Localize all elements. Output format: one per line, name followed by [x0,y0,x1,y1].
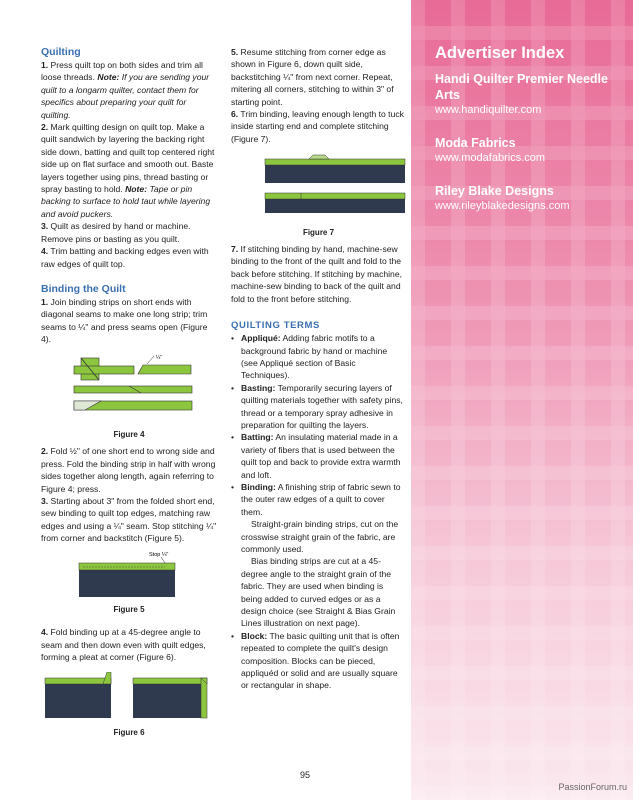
advertiser-url-link[interactable]: www.handiquilter.com [435,104,542,116]
advertiser-name: Riley Blake Designs [435,184,554,198]
figure-4-caption: Figure 4 [113,429,145,439]
figure-7 [231,149,406,239]
advertiser-entry [435,135,625,166]
quilting-step-1: 1. Press quilt top on both sides and trim all loose threads. Note: If you are sending your quilt to a longarm quilter, contact them for specifics about preparing your quilt for quilting. [41,60,210,120]
quilting-heading: Quilting [41,46,81,58]
advertiser-index-title: Advertiser Index [435,44,565,62]
page-number: 95 [300,770,311,780]
terms-list [231,332,406,692]
binding-straight-grain: Straight-grain binding strips, cut on the crosswise straight grain of the fabric, are commonly used. [241,519,399,554]
figure-5-stop-label: Stop ¼" [149,551,169,558]
figure-5-caption: Figure 5 [113,605,145,614]
term-applique: • Appliqué: Adding fabric motifs to a background fabric by hand or machine (see Appliqué section of Basic Techniques). [231,332,406,382]
advertiser-entry [435,71,625,118]
quilting-step-4: 4. Trim batting and backing edges even with raw edges of quilt top. [41,246,209,269]
middle-column [231,46,406,692]
advertiser-url-link[interactable]: www.modafabrics.com [435,152,546,164]
figure-6-caption: Figure 6 [113,728,145,738]
left-column [41,46,217,739]
advertiser-url-link[interactable]: www.rileyblakedesigns.com [435,200,570,212]
figure-5 [41,547,217,617]
advertiser-sidebar [411,0,633,800]
binding-step-6: 6. Trim binding, leaving enough length to tuck inside starting end and complete stitching (Figure 7). [231,109,404,144]
advertiser-index [435,44,625,231]
binding-step-4: 4. Fold binding up at a 45-degree angle to seam and then down even with quilt edges, forming a pleat at corner (Figure 6). [41,627,206,663]
advertiser-entry [435,183,625,214]
binding-step-5: 5. Resume stitching from corner edge as shown in Figure 6, down quilt side, backstitching ¼" from next corner. Repeat, mitering all corners, stitching to within 3" of starting point. [231,47,394,107]
binding-heading: Binding the Quilt [41,282,126,295]
quilting-terms-heading: QUILTING TERMS [231,320,320,332]
figure-4 [41,352,217,442]
figure-4-illustration [41,352,217,424]
quilting-step-3: 3. Quilt as desired by hand or machine. Remove pins or basting as you quilt. [41,221,191,244]
figure-7-illustration [231,149,406,221]
term-binding: • Binding: A finishing strip of fabric sewn to the outer raw edges of a quilt to cover them. Straight-grain binding strips, cut on the crosswise straight grain of the fabric, are commonly used. Bias binding strips are cut at a 45-degree angle to the straight grain of the fabric. They are used when binding is being added to curved edges or as a design choice (see Straight & Bias Grain Lines illustration on next page). [231,481,406,630]
binding-step-1: 1. Join binding strips on short ends with diagonal seams to make one long strip; trim seams to ¼" and press seams open (Figure 4). [41,296,208,345]
figure-4-seam-label: ¼" [156,354,162,361]
term-basting: • Basting: Temporarily securing layers of quilting materials together with safety pins, thread or a temporary spray adhesive in preparation for quilting the layers. [231,382,406,432]
quilting-step-2: 2. Mark quilting design on quilt top. Make a quilt sandwich by layering the backing right side down, batting and quilt top centered right side up on flat surface and smooth out. Baste layers together using pins, thread basting or spray basting to hold. Note: Tape or pin backing to surface to hold taut while layering and avoid puckers. [41,122,215,219]
binding-step-7: 7. If stitching binding by hand, machine-sew binding to the front of the quilt and fold to the back before stitching. If stitching by machine, machine-sew binding to back of the quilt and fold to the front before stitching. [231,244,403,304]
figure-6 [41,672,217,740]
figure-5-illustration [41,547,217,599]
figure-7-caption: Figure 7 [302,227,335,237]
figure-6-illustration [41,672,217,722]
binding-bias: Bias binding strips are cut at a 45-degree angle to the straight grain of the fabric. They are used when binding is being added to curved edges or as a design choice (see Straight & Bias Grain Lines illustration on next page). [241,556,396,629]
binding-step-2: 2. Fold ½" of one short end to wrong side and press. Fold the binding strip in half with wrong sides together along length, again referring to Figure 4; press. [41,446,216,494]
term-batting: • Batting: An insulating material made in a variety of fibers that is used between the quilt top and back to provide extra warmth and loft. [231,431,406,481]
advertiser-name: Moda Fabrics [435,136,516,150]
binding-step-3: 3. Starting about 3" from the folded short end, sew binding to quilt top edges, matching raw edges and using a ¼" seam. Stop stitching ¼" from corner and backstitch (Figure 5). [41,495,217,544]
term-block: • Block: The basic quilting unit that is often repeated to complete the quilt's design composition. Blocks can be pieced, appliquéd or solid and are usually square or rectangular in shape. [231,630,406,692]
advertiser-name: Handi Quilter Premier Needle Arts [435,72,608,102]
watermark-text: PassionForum.ru [558,782,627,792]
